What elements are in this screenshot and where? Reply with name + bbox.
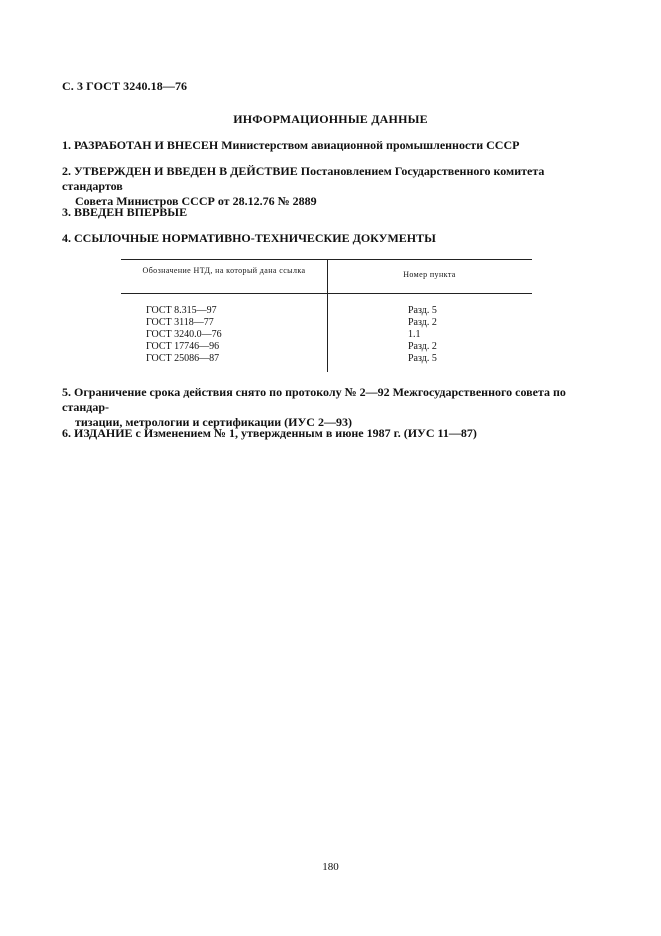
item-text: Ограничение срока действия снято по протоколу № 2—92 Межгосударственного совета по стандар- (62, 385, 566, 414)
info-item-2 (62, 164, 602, 209)
item-continuation: тизации, метрологии и сертификации (ИУС 2—93) (75, 415, 352, 429)
table-cell-document: ГОСТ 8.315—97 (146, 305, 217, 316)
reference-table (121, 259, 532, 372)
table-header-document: Обозначение НТД, на который дана ссылка (142, 266, 306, 275)
info-item-5 (62, 385, 602, 430)
page-number: 180 (322, 861, 339, 873)
section-title: ИНФОРМАЦИОННЫЕ ДАННЫЕ (233, 112, 428, 126)
item-number: 4. (62, 231, 71, 245)
item-text: Постановлением Государственного комитета стандартов (62, 164, 545, 193)
table-header-clause: Номер пункта (403, 270, 456, 279)
table-cell-clause: Разд. 5 (408, 353, 437, 364)
item-lead: ССЫЛОЧНЫЕ НОРМАТИВНО-ТЕХНИЧЕСКИЕ ДОКУМЕНТЫ (74, 231, 436, 245)
item-text: Министерством авиационной промышленности СССР (221, 138, 520, 152)
page-header: С. 3 ГОСТ 3240.18—76 (62, 79, 188, 93)
table-cell-clause: Разд. 2 (408, 317, 437, 328)
item-text: с Изменением № 1, утвержденным в июне 1987 г. (ИУС 11—87) (135, 426, 477, 440)
info-item-6 (62, 426, 602, 441)
item-number: 1. (62, 138, 71, 152)
table-cell-document: ГОСТ 17746—96 (146, 341, 220, 352)
table-cell-clause: Разд. 2 (408, 341, 437, 352)
info-item-3 (62, 205, 602, 220)
table-cell-document: ГОСТ 3118—77 (146, 317, 214, 328)
table-cell-clause: Разд. 5 (408, 305, 437, 316)
table-column-clauses (408, 305, 437, 365)
item-number: 2. (62, 164, 71, 178)
item-lead: УТВЕРЖДЕН И ВВЕДЕН В ДЕЙСТВИЕ (74, 164, 298, 178)
table-column-documents (146, 305, 222, 365)
table-cell-clause: 1.1 (408, 329, 421, 340)
item-number: 5. (62, 385, 71, 399)
info-item-4 (62, 231, 602, 246)
item-continuation: Совета Министров СССР от 28.12.76 № 2889 (75, 194, 317, 208)
item-lead: ИЗДАНИЕ (74, 426, 133, 440)
table-cell-document: ГОСТ 25086—87 (146, 353, 220, 364)
table-cell-document: ГОСТ 3240.0—76 (146, 329, 222, 340)
info-item-1 (62, 138, 602, 153)
item-lead: ВВЕДЕН ВПЕРВЫЕ (74, 205, 188, 219)
item-number: 3. (62, 205, 71, 219)
item-lead: РАЗРАБОТАН И ВНЕСЕН (74, 138, 219, 152)
item-number: 6. (62, 426, 71, 440)
